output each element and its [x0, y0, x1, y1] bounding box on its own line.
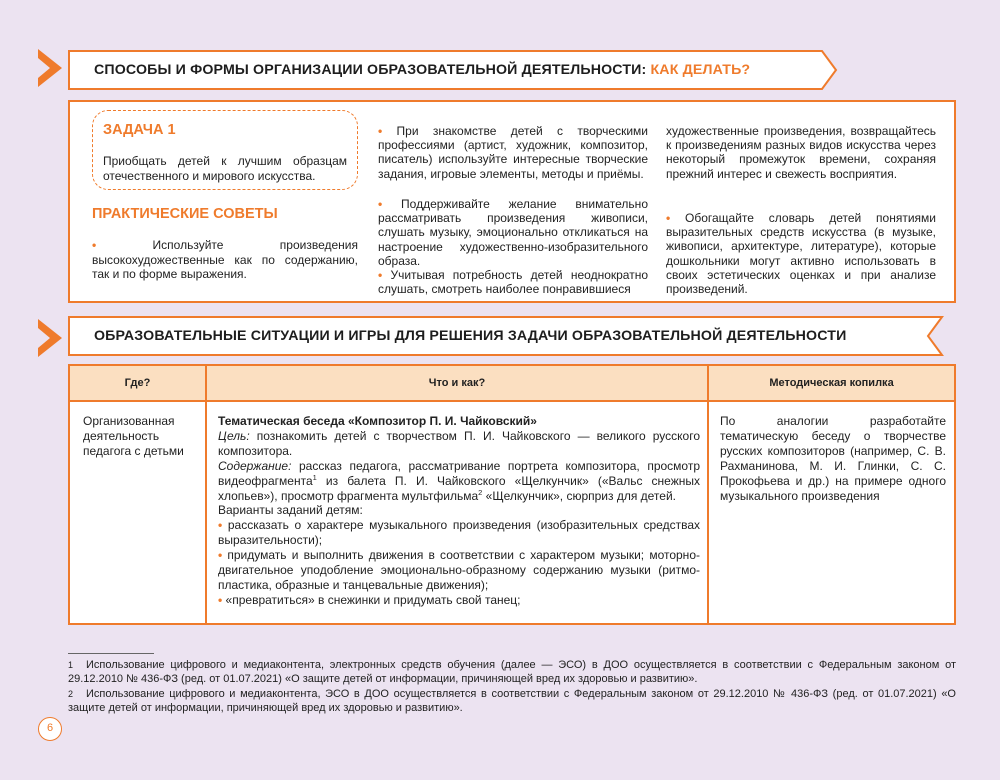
- section-arrow-icon: [37, 318, 63, 358]
- what-content: Содержание: рассказ педагога, рассматривание портрета композитора, просмотр видеофрагмента$^1$ из балета П. И. Чайковского «Щелкунчик» («Вальс снежных хлопьев»), просмотр фрагмента мультфильма$^2$ «Щелкунчик», сюрприз для детей.: [218, 458, 700, 503]
- bullet-icon: •: [218, 548, 223, 563]
- cell-where: Организованная деятельность педагога с детьми: [83, 414, 184, 458]
- tip-4: • Учитывая потребность детей неоднократно слушать, смотреть наиболее понравившиеся: [378, 268, 648, 297]
- table-header: [70, 366, 954, 402]
- tip-4-continued: художественные произведения, возвращайтесь к произведениям разных видов искусства через некоторый промежуток времени, сохраняя прежний интерес и свежесть восприятия.: [666, 124, 936, 181]
- section1-title: СПОСОБЫ И ФОРМЫ ОРГАНИЗАЦИИ ОБРАЗОВАТЕЛЬНОЙ ДЕЯТЕЛЬНОСТИ: КАК ДЕЛАТЬ?: [94, 62, 751, 78]
- bullet-icon: •: [92, 238, 97, 252]
- bullet-icon: •: [378, 268, 383, 282]
- page-number: 6: [38, 717, 62, 741]
- task-title: ЗАДАЧА 1: [103, 122, 176, 138]
- cell-what: [218, 414, 700, 608]
- footnote-1: 1 Использование цифрового и медиаконтента, электронных средств обучения (далее — ЭСО) в ДОО осуществляется в соответствии с Федеральным законом от 29.12.2010 № 436-ФЗ (ред. от 01.07.2021) «О защите детей от информации, причиняющей вред их здоровью и развитию».: [68, 659, 956, 685]
- what-title: Тематическая беседа «Композитор П. И. Чайковский»: [218, 414, 537, 428]
- bullet-icon: •: [218, 592, 223, 607]
- column-divider: [707, 366, 709, 623]
- footnote-ref-1: 1: [312, 472, 317, 482]
- variant-item: • «превратиться» в снежинки и придумать свой танец;: [218, 592, 521, 607]
- header-where: Где?: [124, 377, 151, 389]
- tip-2: • При знакомстве детей с творческими профессиями (артист, художник, композитор, писатель) используйте интересные творческие задания, игровые элементы, методы и приёмы.: [378, 124, 648, 181]
- tips-box: [68, 100, 956, 303]
- section2-banner: [68, 316, 944, 356]
- bullet-icon: •: [378, 197, 383, 211]
- footnote-2: 2 Использование цифрового и медиаконтента, ЭСО в ДОО осуществляется в соответствии с Федеральным законом от 29.12.2010 № 436-ФЗ (ред. от 01.07.2021) «О защите детей от информации, причиняющей вред их здоровью и развитию».: [68, 688, 956, 714]
- footnote-divider: [68, 653, 154, 654]
- header-kopilka: Методическая копилка: [769, 377, 894, 389]
- tip-5: • Обогащайте словарь детей понятиями выразительных средств искусства (в музыке, живописи, архитектуре, литературе), которые дошкольники могут активно использовать в своих эстетических оценках и при анализе произведений.: [666, 211, 936, 297]
- tip-1: • Используйте произведения высокохудожественные как по содержанию, так и по форме выражения.: [92, 238, 358, 281]
- column-divider: [205, 366, 207, 623]
- bullet-icon: •: [666, 211, 671, 225]
- cell-kopilka: По аналогии разработайте тематическую беседу о творчестве русских композиторов (например, С. В. Рахманинова, М. И. Глинки, С. С. Прокофьева и др.) на примере одного музыкального произведения: [720, 414, 946, 503]
- section2-title: ОБРАЗОВАТЕЛЬНЫЕ СИТУАЦИИ И ИГРЫ ДЛЯ РЕШЕНИЯ ЗАДАЧИ ОБРАЗОВАТЕЛЬНОЙ ДЕЯТЕЛЬНОСТИ: [94, 328, 847, 344]
- header-what: Что и как?: [428, 377, 486, 389]
- situations-table: [68, 364, 956, 625]
- section-arrow-icon: [37, 48, 63, 88]
- tips-title: ПРАКТИЧЕСКИЕ СОВЕТЫ: [92, 206, 278, 222]
- variant-item: • рассказать о характере музыкального произведения (изобразительных средствах выразительности);: [218, 518, 700, 548]
- footnote-ref-2: 2: [478, 487, 483, 497]
- section1-title-accent: КАК ДЕЛАТЬ?: [650, 62, 751, 78]
- variant-item: • придумать и выполнить движения в соответствии с характером музыки; моторно-двигательное уподобление эмоционально-образному содержанию музыки (ритмо-пластика, образные и танцевальные движения);: [218, 548, 700, 592]
- section1-banner: [68, 50, 838, 90]
- bullet-icon: •: [378, 124, 383, 138]
- what-goal: Цель: познакомить детей с творчеством П. И. Чайковского — великого русского композитора.: [218, 428, 700, 458]
- tip-3: • Поддерживайте желание внимательно рассматривать произведения живописи, слушать музыку, эмоционально откликаться на настроение художественно-изобразительного образа.: [378, 197, 648, 268]
- bullet-icon: •: [218, 518, 223, 533]
- task-card: [92, 110, 358, 190]
- variants-label: Варианты заданий детям:: [218, 503, 363, 518]
- task-text: Приобщать детей к лучшим образцам отечественного и мирового искусства.: [103, 154, 347, 183]
